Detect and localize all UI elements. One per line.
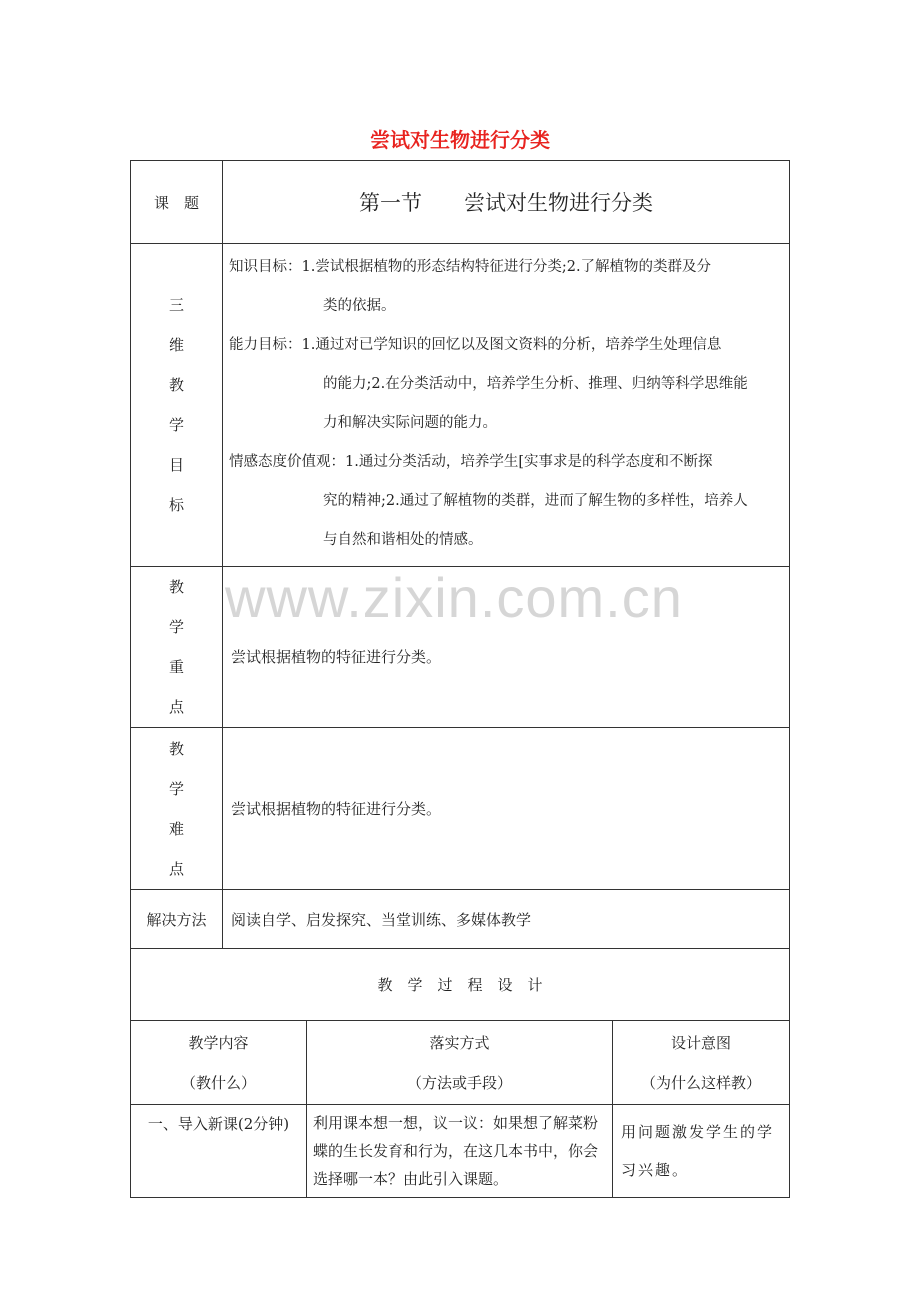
ability-goal: 能力目标：1.通过对已学知识的回忆以及图文资料的分析，培养学生处理信息 [229, 337, 722, 353]
ability-goal-cont: 力和解决实际问题的能力。 [323, 415, 497, 431]
document-title: 尝试对生物进行分类 [370, 128, 550, 152]
label-char: 学 [168, 416, 184, 434]
attitude-goal: 情感态度价值观：1.通过分类活动，培养学生[实事求是的科学态度和不断探 [229, 454, 713, 470]
ability-goal-cont: 的能力;2.在分类活动中，培养学生分析、推理、归纳等科学思维能 [323, 376, 748, 392]
label-char: 学 [168, 618, 184, 636]
label-char: 教 [168, 739, 184, 758]
header-intent [612, 1020, 790, 1105]
attitude-goal-cont: 与自然和谐相处的情感。 [323, 532, 483, 548]
row-intent: 用问题激发学生的学习兴趣。 [612, 1104, 790, 1198]
header-sub: （教什么） [180, 1074, 256, 1092]
label-char: 教 [168, 578, 184, 596]
label-char: 三 [168, 296, 184, 314]
row-content: 一、导入新课(2分钟) [130, 1104, 307, 1198]
header-content [130, 1020, 307, 1105]
header-sub: （为什么这样教） [640, 1074, 761, 1092]
label-char: 点 [168, 698, 184, 716]
header-title: 落实方式 [429, 1034, 490, 1052]
watermark: www.zixin.com.cn [225, 566, 683, 629]
method-value: 阅读自学、启发探究、当堂训练、多媒体教学 [222, 889, 790, 949]
label-char: 难 [168, 819, 184, 838]
process-heading: 教 学 过 程 设 计 [130, 948, 790, 1021]
label-char: 目 [168, 456, 184, 474]
knowledge-goal: 知识目标：1.尝试根据植物的形态结构特征进行分类;2.了解植物的类群及分 [229, 259, 712, 275]
goals-content [222, 243, 790, 567]
goals-label [130, 243, 223, 567]
label-char: 学 [168, 779, 184, 798]
attitude-goal-cont: 究的精神;2.通过了解植物的类群，进而了解生物的多样性，培养人 [323, 493, 748, 509]
topic-value: 第一节 尝试对生物进行分类 [222, 160, 790, 244]
key-label [130, 566, 223, 728]
label-char: 标 [168, 496, 184, 514]
difficulty-value: 尝试根据植物的特征进行分类。 [222, 727, 790, 890]
row-method: 利用课本想一想，议一议：如果想了解菜粉蝶的生长发育和行为，在这几本书中，你会选择哪一本？由此引入课题。 [306, 1104, 613, 1198]
topic-label: 课 题 [130, 160, 223, 244]
method-label: 解决方法 [130, 889, 223, 949]
header-title: 教学内容 [188, 1034, 249, 1052]
header-sub: （方法或手段） [406, 1074, 512, 1092]
label-char: 点 [168, 859, 184, 878]
difficulty-label [130, 727, 223, 890]
label-char: 重 [168, 658, 184, 676]
header-title: 设计意图 [670, 1034, 731, 1052]
header-method [306, 1020, 613, 1105]
knowledge-goal-cont: 类的依据。 [323, 298, 396, 314]
label-char: 教 [168, 376, 184, 394]
label-char: 维 [168, 336, 184, 354]
key-value: 尝试根据植物的特征进行分类。 [222, 566, 790, 728]
